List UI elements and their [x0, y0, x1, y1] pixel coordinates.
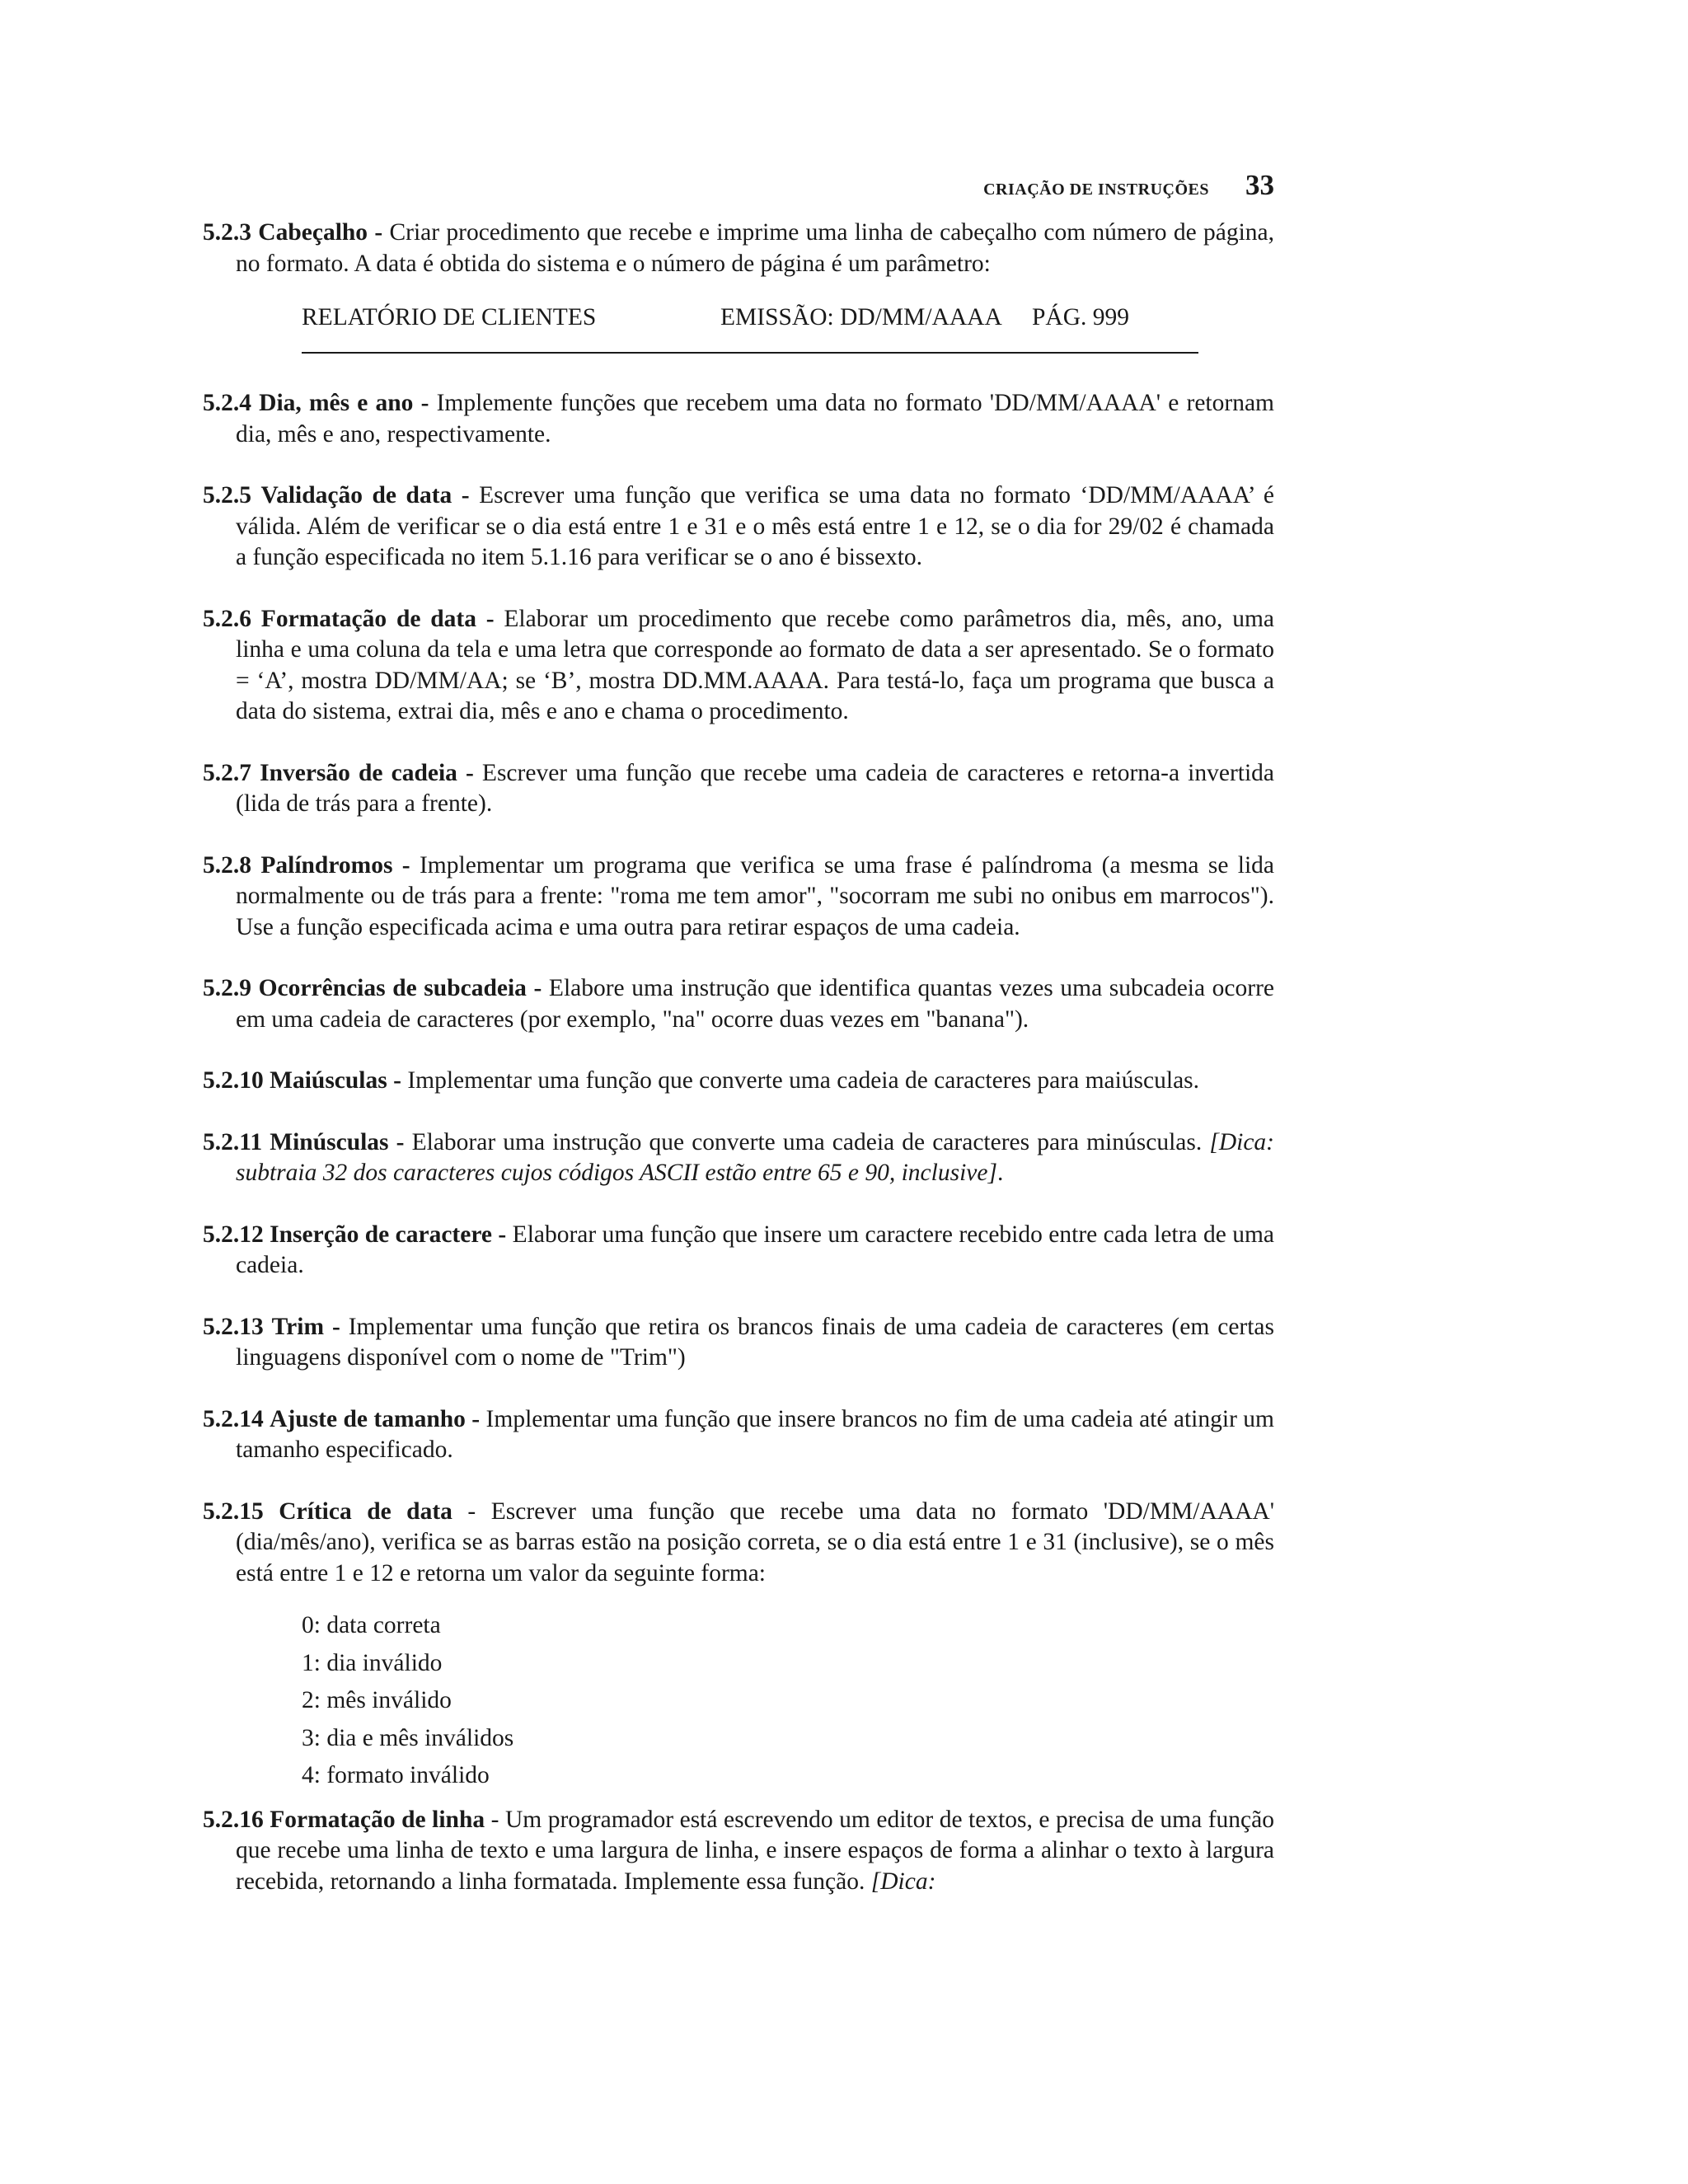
exercise-title: Dia, mês e ano - — [259, 390, 429, 416]
return-code-item: 3: dia e mês inválidos — [302, 1724, 514, 1751]
exercise-tip: [Dica: — [870, 1868, 936, 1895]
exercise-item — [203, 1497, 1274, 1590]
return-code-item: 1: dia inválido — [302, 1649, 443, 1676]
exercise-title: Formatação de linha — [270, 1806, 485, 1833]
exercise-item — [203, 604, 1274, 728]
exercise-number: 5.2.11 — [203, 1128, 263, 1155]
exercise-text: Elaborar uma instrução que converte uma cadeia de caracteres para minúsculas. — [404, 1128, 1210, 1155]
exercise-number: 5.2.7 — [203, 759, 251, 786]
page-number: 33 — [1245, 169, 1274, 201]
return-code-item: 4: formato inválido — [302, 1762, 490, 1788]
exercise-title: Maiúsculas - — [270, 1067, 401, 1094]
exercise-text: Elaborar uma função que insere um caractere recebido entre cada letra de uma cadeia. — [236, 1221, 1274, 1278]
exercise-text: Elaborar um procedimento que recebe como parâmetros dia, mês, ano, uma linha e uma coluna da tela e uma letra que corresponde ao formato de data a ser apresentado. Se o formato = ‘A’, mostra DD/MM/AA; se ‘B’, mostra DD.MM.AAAA. Para testá-lo, faça um programa que busca a data do sistema, extrai dia, mês e ano e chama o procedimento. — [236, 605, 1274, 724]
exercise-number: 5.2.6 — [203, 605, 251, 632]
exercise-text: - Escrever uma função que recebe uma data no formato 'DD/MM/AAAA' (dia/mês/ano), verifica se as barras estão na posição correta, se o dia está entre 1 e 31 (inclusive), se o mês está entre 1 e 12 e retorna um valor da seguinte forma: — [236, 1497, 1275, 1586]
exercise-number: 5.2.9 — [203, 975, 251, 1001]
exercise-title: Inserção de caractere - — [270, 1221, 507, 1248]
exercise-number: 5.2.10 — [203, 1067, 264, 1094]
exercise-text: Escrever uma função que recebe uma cadeia de caracteres e retorna-a invertida (lida de trás para a frente). — [236, 759, 1275, 817]
exercise-item — [203, 388, 1274, 450]
exercise-text: Implemente funções que recebem uma data no formato 'DD/MM/AAAA' e retornam dia, mês e ano, respectivamente. — [236, 390, 1274, 448]
exercise-number: 5.2.12 — [203, 1221, 264, 1248]
exercise-item — [203, 218, 1274, 279]
exercise-title: Ajuste de tamanho - — [270, 1405, 481, 1432]
exercise-item — [203, 1404, 1274, 1466]
exercise-number: 5.2.3 — [203, 219, 251, 246]
exercise-number: 5.2.8 — [203, 851, 251, 879]
running-title: CRIAÇÃO DE INSTRUÇÕES — [983, 180, 1209, 199]
exercise-number: 5.2.16 — [203, 1806, 264, 1833]
report-header-example — [302, 302, 1198, 342]
exercise-title: Trim - — [271, 1313, 340, 1340]
exercise-item — [203, 1312, 1274, 1374]
return-code-item: 0: data correta — [302, 1612, 441, 1638]
exercise-number: 5.2.13 — [203, 1313, 264, 1340]
exercise-text: Implementar uma função que retira os brancos finais de uma cadeia de caracteres (em certas linguagens disponível com o nome de "Trim") — [236, 1313, 1275, 1371]
exercise-text: Implementar uma função que converte uma cadeia de caracteres para maiúsculas. — [401, 1067, 1200, 1094]
running-header — [203, 169, 1274, 202]
exercise-number: 5.2.15 — [203, 1497, 264, 1525]
exercise-item — [203, 851, 1274, 944]
exercise-title: Palíndromos - — [260, 851, 410, 879]
exercise-text: Implementar um programa que verifica se uma frase é palíndroma (a mesma se lida normalmente ou de trás para a frente: "roma me tem amor", "socorram me subi no onibus em marrocos"). Use a função especificada acima e uma outra para retirar espaços de uma cadeia. — [236, 851, 1275, 940]
exercise-title: Ocorrências de subcadeia - — [258, 975, 542, 1001]
exercise-title: Crítica de data — [279, 1497, 452, 1525]
exercise-number: 5.2.5 — [203, 482, 251, 509]
exercise-item — [203, 1220, 1274, 1282]
return-code-item: 2: mês inválido — [302, 1687, 452, 1713]
exercise-item — [203, 1805, 1274, 1898]
report-underline — [302, 352, 1198, 354]
exercise-title: Inversão de cadeia - — [260, 759, 474, 786]
exercise-text: Escrever uma função que verifica se uma data no formato ‘DD/MM/AAAA’ é válida. Além de verificar se o dia está entre 1 e 31 e o mês está entre 1 e 12, se o dia for 29/02 é chamada a função especificada no item 5.1.16 para verificar se o ano é bissexto. — [236, 482, 1275, 570]
exercise-title: Minúsculas - — [270, 1128, 405, 1155]
exercise-text: - Um programador está escrevendo um editor de textos, e precisa de uma função que recebe uma linha de texto e uma largura de linha, e insere espaços de forma a alinhar o texto à largura recebida, retornando a linha formatada. Implemente essa função. — [236, 1806, 1274, 1895]
exercise-item — [203, 1127, 1274, 1189]
exercise-text: Implementar uma função que insere brancos no fim de uma cadeia até atingir um tamanho especificado. — [236, 1405, 1274, 1463]
report-emission: EMISSÃO: DD/MM/AAAA — [720, 304, 1002, 330]
exercise-text: Criar procedimento que recebe e imprime uma linha de cabeçalho com número de página, no formato. A data é obtida do sistema e o número de página é um parâmetro: — [236, 219, 1274, 277]
exercise-title: Cabeçalho - — [258, 219, 383, 246]
exercise-text: Elabore uma instrução que identifica quantas vezes uma subcadeia ocorre em uma cadeia de caracteres (por exemplo, "na" ocorre duas vezes em "banana"). — [236, 975, 1275, 1033]
exercise-title: Formatação de data - — [260, 605, 495, 632]
exercise-item — [203, 480, 1274, 574]
return-code-list — [302, 1607, 1274, 1795]
exercise-number: 5.2.4 — [203, 390, 251, 416]
exercise-item — [203, 758, 1274, 820]
exercise-item — [203, 1066, 1274, 1097]
exercise-tip: [Dica: subtraia 32 dos caracteres cujos códigos ASCII estão entre 65 e 90, inclusive] — [236, 1128, 1275, 1186]
exercise-title: Validação de data - — [260, 482, 470, 509]
report-title: RELATÓRIO DE CLIENTES — [302, 304, 597, 330]
exercise-tip-end: . — [996, 1160, 1004, 1186]
exercise-number: 5.2.14 — [203, 1405, 264, 1432]
report-page: PÁG. 999 — [1032, 304, 1130, 330]
exercise-list — [203, 218, 1274, 1928]
exercise-item — [203, 973, 1274, 1035]
